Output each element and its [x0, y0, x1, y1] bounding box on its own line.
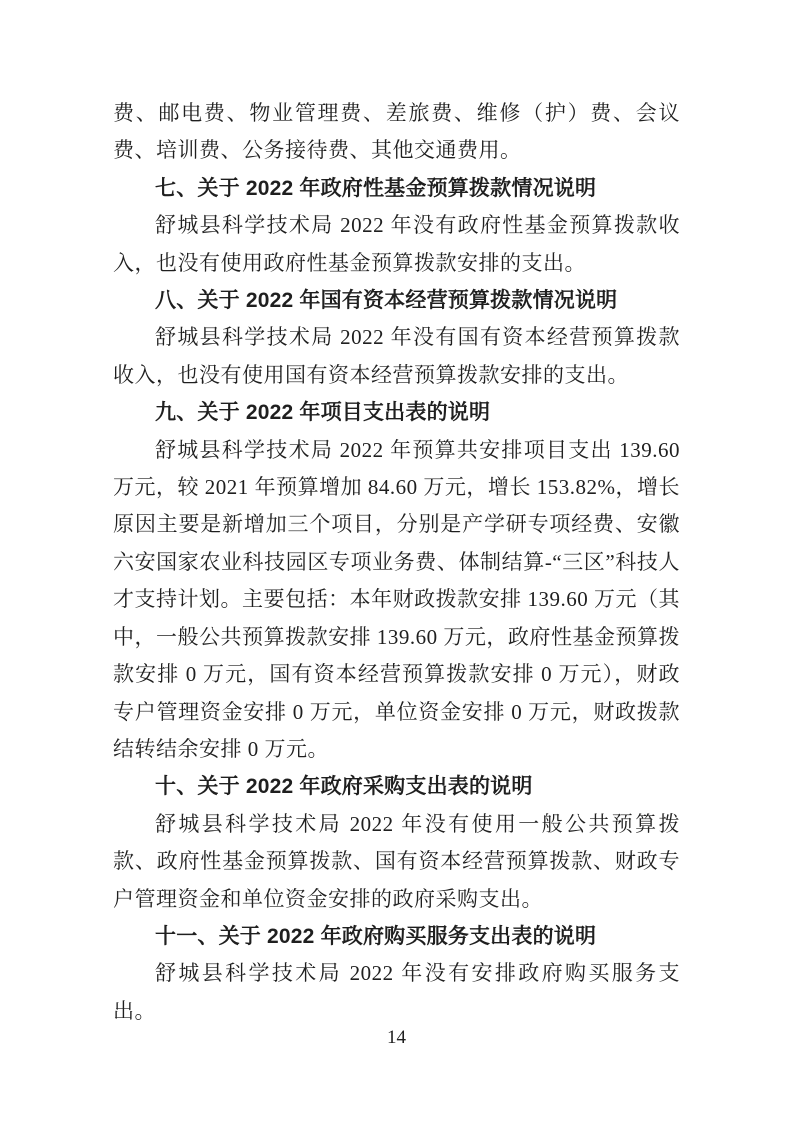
paragraph-continuation-expenses: 费、邮电费、物业管理费、差旅费、维修（护）费、会议费、培训费、公务接待费、其他交通费用。 — [113, 101, 680, 163]
paragraph-section-9: 舒城县科学技术局 2022 年预算共安排项目支出 139.60 万元，较 2021 年预算增加 84.60 万元，增长 153.82%，增长原因主要是新增加三个项目，分别是产学研专项经费、安徽六安国家农业科技园区专项业务费、体制结算-“三区”科技人才支持计划。主要包括：本年财政拨款安排 139.60 万元（其中，一般公共预算拨款安排 139.60 万元，政府性基金预算拨款安排 0 万元，国有资本经营预算拨款安排 0 万元），财政专户管理资金安排 0 万元，单位资金安排 0 万元，财政拨款结转结余安排 0 万元。 — [113, 437, 680, 761]
paragraph-section-7: 舒城县科学技术局 2022 年没有政府性基金预算拨款收入，也没有使用政府性基金预算拨款安排的支出。 — [113, 213, 680, 275]
document-body — [113, 95, 680, 1030]
page-number: 14 — [387, 1027, 406, 1048]
paragraph-section-10: 舒城县科学技术局 2022 年没有使用一般公共预算拨款、政府性基金预算拨款、国有资本经营预算拨款、财政专户管理资金和单位资金安排的政府采购支出。 — [113, 811, 680, 911]
heading-section-9-project-expenditure: 九、关于 2022 年项目支出表的说明 — [155, 401, 491, 425]
heading-section-7-government-fund-budget: 七、关于 2022 年政府性基金预算拨款情况说明 — [155, 176, 597, 200]
heading-section-11-purchased-services: 十一、关于 2022 年政府购买服务支出表的说明 — [155, 924, 597, 948]
heading-section-10-government-procurement: 十、关于 2022 年政府采购支出表的说明 — [155, 775, 533, 799]
heading-section-8-state-capital-budget: 八、关于 2022 年国有资本经营预算拨款情况说明 — [155, 289, 618, 313]
paragraph-section-8: 舒城县科学技术局 2022 年没有国有资本经营预算拨款收入，也没有使用国有资本经营预算拨款安排的支出。 — [113, 325, 680, 387]
paragraph-section-11: 舒城县科学技术局 2022 年没有安排政府购买服务支出。 — [113, 961, 680, 1023]
